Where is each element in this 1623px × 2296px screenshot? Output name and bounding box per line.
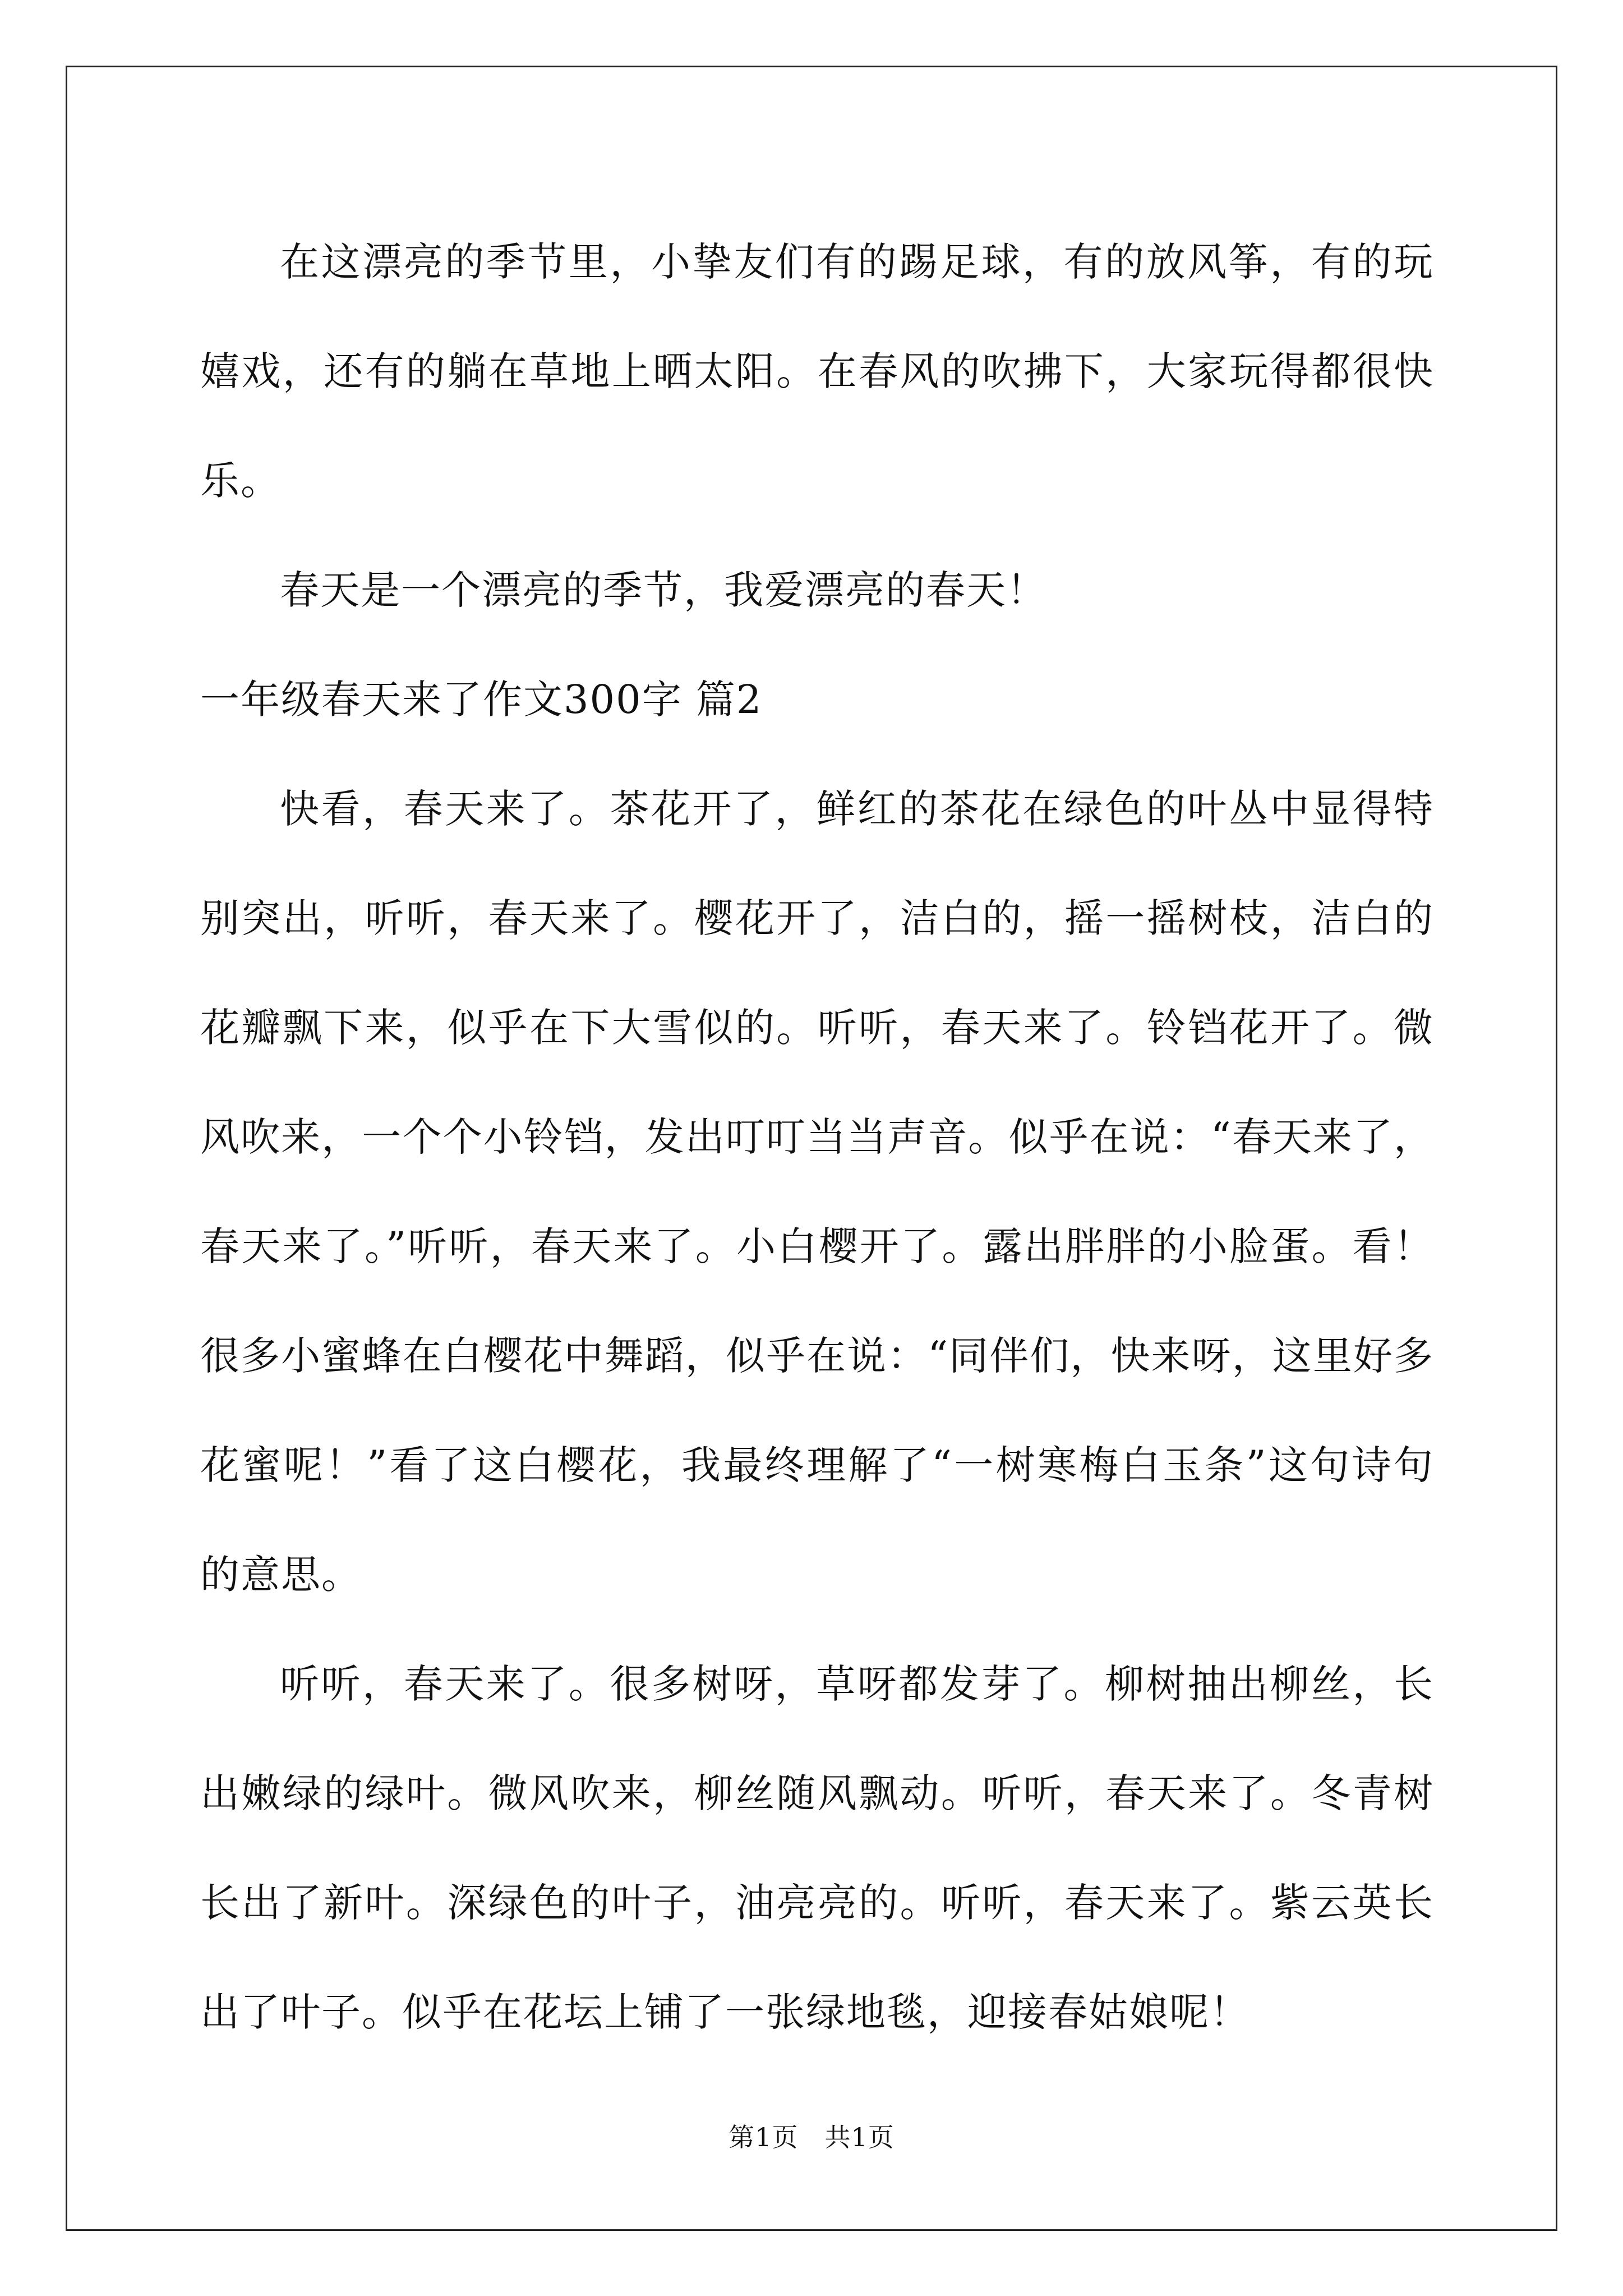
paragraph-trees: 听听，春天来了。很多树呀，草呀都发芽了。柳树抽出柳丝，长出嫩绿的绿叶。微风吹来，柳丝随风飘动。听听，春天来了。冬青树长出了新叶。深绿色的叶子，油亮亮的。听听，春天来了。紫云英长出了叶子。似乎在花坛上铺了一张绿地毯，迎接春姑娘呢！ bbox=[200, 1661, 1434, 2035]
paragraph-playing: 在这漂亮的季节里，小挚友们有的踢足球，有的放风筝，有的玩嬉戏，还有的躺在草地上晒太阳。在春风的吹拂下，大家玩得都很快乐。 bbox=[200, 239, 1434, 504]
section-heading: 一年级春天来了作文300字 篇2 bbox=[200, 677, 763, 723]
page-number-footer: 第1页 共1页 bbox=[728, 2122, 895, 2152]
paragraph-flowers: 快看，春天来了。茶花开了，鲜红的茶花在绿色的叶丛中显得特别突出，听听，春天来了。樱花开了，洁白的，摇一摇树枝，洁白的花瓣飘下来，似乎在下大雪似的。听听，春天来了。铃铛花开了。微风吹来，一个个小铃铛，发出叮叮当当声音。似乎在说：“春天来了，春天来了。”听听，春天来了。小白樱开了。露出胖胖的小脸蛋。看！很多小蜜蜂在白樱花中舞蹈，似乎在说：“同伴们，快来呀，这里好多花蜜呢！”看了这白樱花，我最终理解了“一树寒梅白玉条”这句诗句的意思。 bbox=[200, 786, 1434, 1598]
document-body bbox=[200, 208, 1434, 2067]
paragraph-love-spring: 春天是一个漂亮的季节，我爱漂亮的春天！ bbox=[280, 567, 1047, 613]
